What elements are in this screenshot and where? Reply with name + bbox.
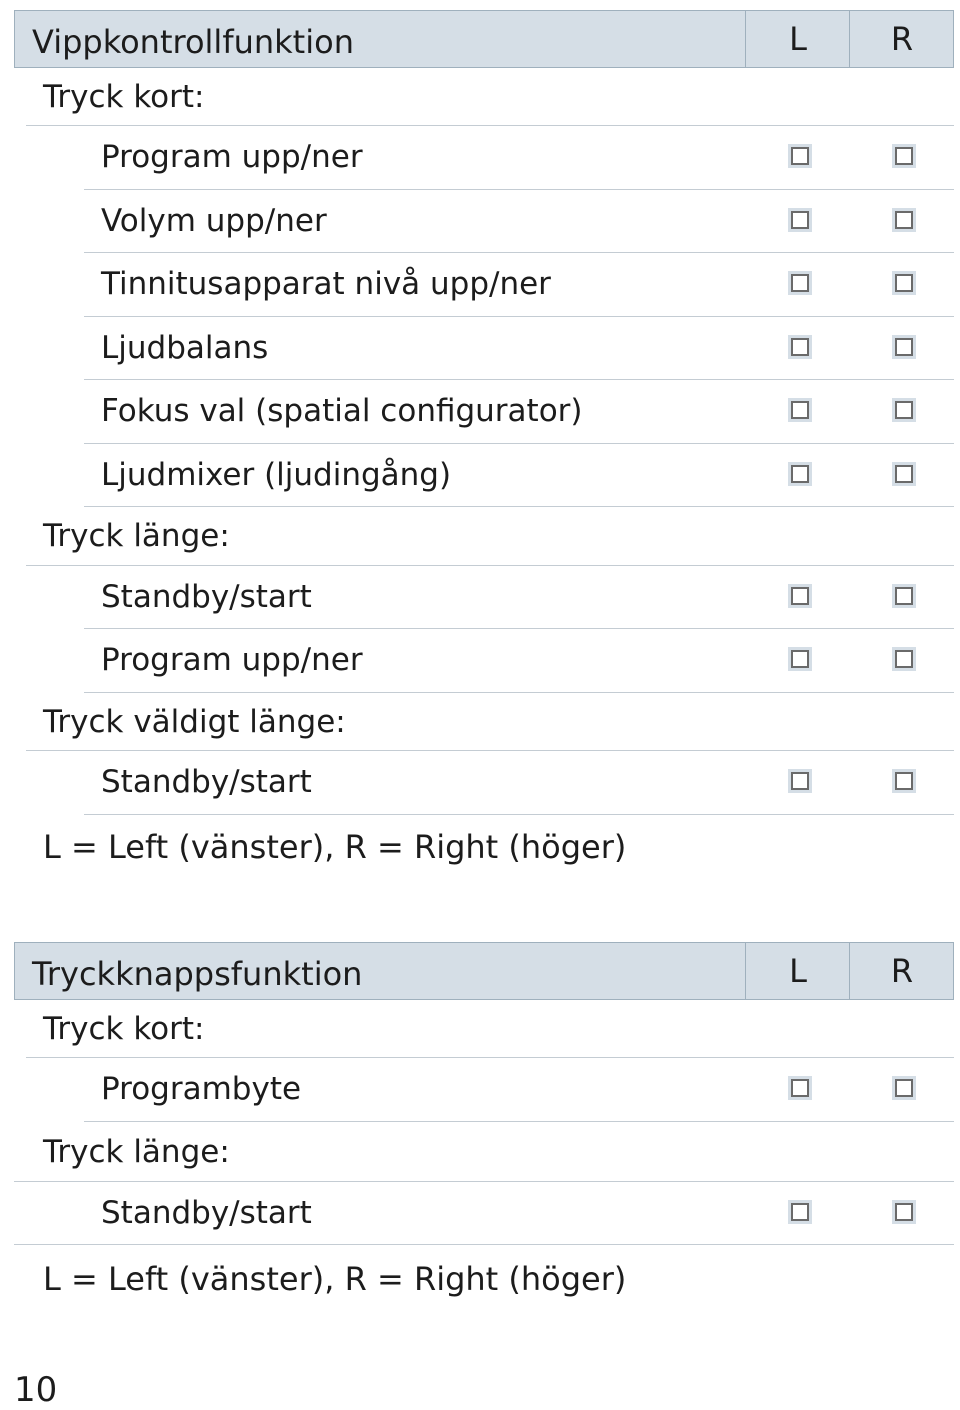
function-label: Program upp/ner [101, 642, 363, 678]
section-label: Tryck kort: [43, 79, 205, 115]
section-row [26, 1000, 954, 1058]
table-title: Vippkontrollfunktion [32, 23, 354, 61]
left-checkbox[interactable] [791, 587, 809, 605]
legend-text: L = Left (vänster), R = Right (höger) [43, 1260, 627, 1298]
left-checkbox[interactable] [791, 401, 809, 419]
right-checkbox[interactable] [895, 274, 913, 292]
table-row [84, 317, 954, 380]
section-row [26, 507, 954, 566]
right-checkbox[interactable] [895, 147, 913, 165]
left-checkbox[interactable] [791, 274, 809, 292]
function-label: Standby/start [101, 1195, 312, 1231]
function-label: Ljudbalans [101, 330, 269, 366]
section-row [26, 693, 954, 751]
right-checkbox[interactable] [895, 401, 913, 419]
legend-text: L = Left (vänster), R = Right (höger) [43, 828, 627, 866]
table-row [84, 629, 954, 693]
function-label: Volym upp/ner [101, 203, 327, 239]
table-row [84, 1058, 954, 1122]
section-row [26, 68, 954, 126]
page-number: 10 [14, 1370, 58, 1410]
function-label: Programbyte [101, 1071, 302, 1107]
right-checkbox[interactable] [895, 211, 913, 229]
right-checkbox[interactable] [895, 1079, 913, 1097]
function-label: Fokus val (spatial configurator) [101, 393, 583, 429]
section-label: Tryck väldigt länge: [43, 704, 346, 740]
table-header [14, 942, 954, 1000]
section-label: Tryck kort: [43, 1011, 205, 1047]
left-checkbox[interactable] [791, 772, 809, 790]
table-row [84, 126, 954, 190]
right-checkbox[interactable] [895, 650, 913, 668]
section-label: Tryck länge: [43, 1134, 230, 1170]
right-checkbox[interactable] [895, 465, 913, 483]
left-checkbox[interactable] [791, 211, 809, 229]
table-tryckknapp [14, 942, 954, 1245]
column-right-header: R [849, 11, 954, 67]
function-label: Standby/start [101, 764, 312, 800]
left-checkbox[interactable] [791, 1203, 809, 1221]
column-right-header: R [849, 943, 954, 999]
right-checkbox[interactable] [895, 587, 913, 605]
table-title: Tryckknappsfunktion [32, 955, 363, 993]
left-checkbox[interactable] [791, 338, 809, 356]
table-header [14, 10, 954, 68]
section-label: Tryck länge: [43, 518, 230, 554]
table-row [84, 380, 954, 444]
function-label: Ljudmixer (ljudingång) [101, 457, 452, 493]
function-label: Tinnitusapparat nivå upp/ner [101, 266, 551, 302]
right-checkbox[interactable] [895, 772, 913, 790]
right-checkbox[interactable] [895, 338, 913, 356]
left-checkbox[interactable] [791, 1079, 809, 1097]
table-row [84, 190, 954, 253]
column-left-header: L [745, 11, 850, 67]
function-label: Standby/start [101, 579, 312, 615]
table-row [84, 253, 954, 317]
left-checkbox[interactable] [791, 650, 809, 668]
table-row [84, 444, 954, 507]
table-row [14, 1182, 954, 1245]
left-checkbox[interactable] [791, 465, 809, 483]
table-vippkontroll [14, 10, 954, 815]
table-row [84, 751, 954, 815]
right-checkbox[interactable] [895, 1203, 913, 1221]
section-row [14, 1122, 954, 1182]
table-row [84, 566, 954, 629]
left-checkbox[interactable] [791, 147, 809, 165]
column-left-header: L [745, 943, 850, 999]
function-label: Program upp/ner [101, 139, 363, 175]
